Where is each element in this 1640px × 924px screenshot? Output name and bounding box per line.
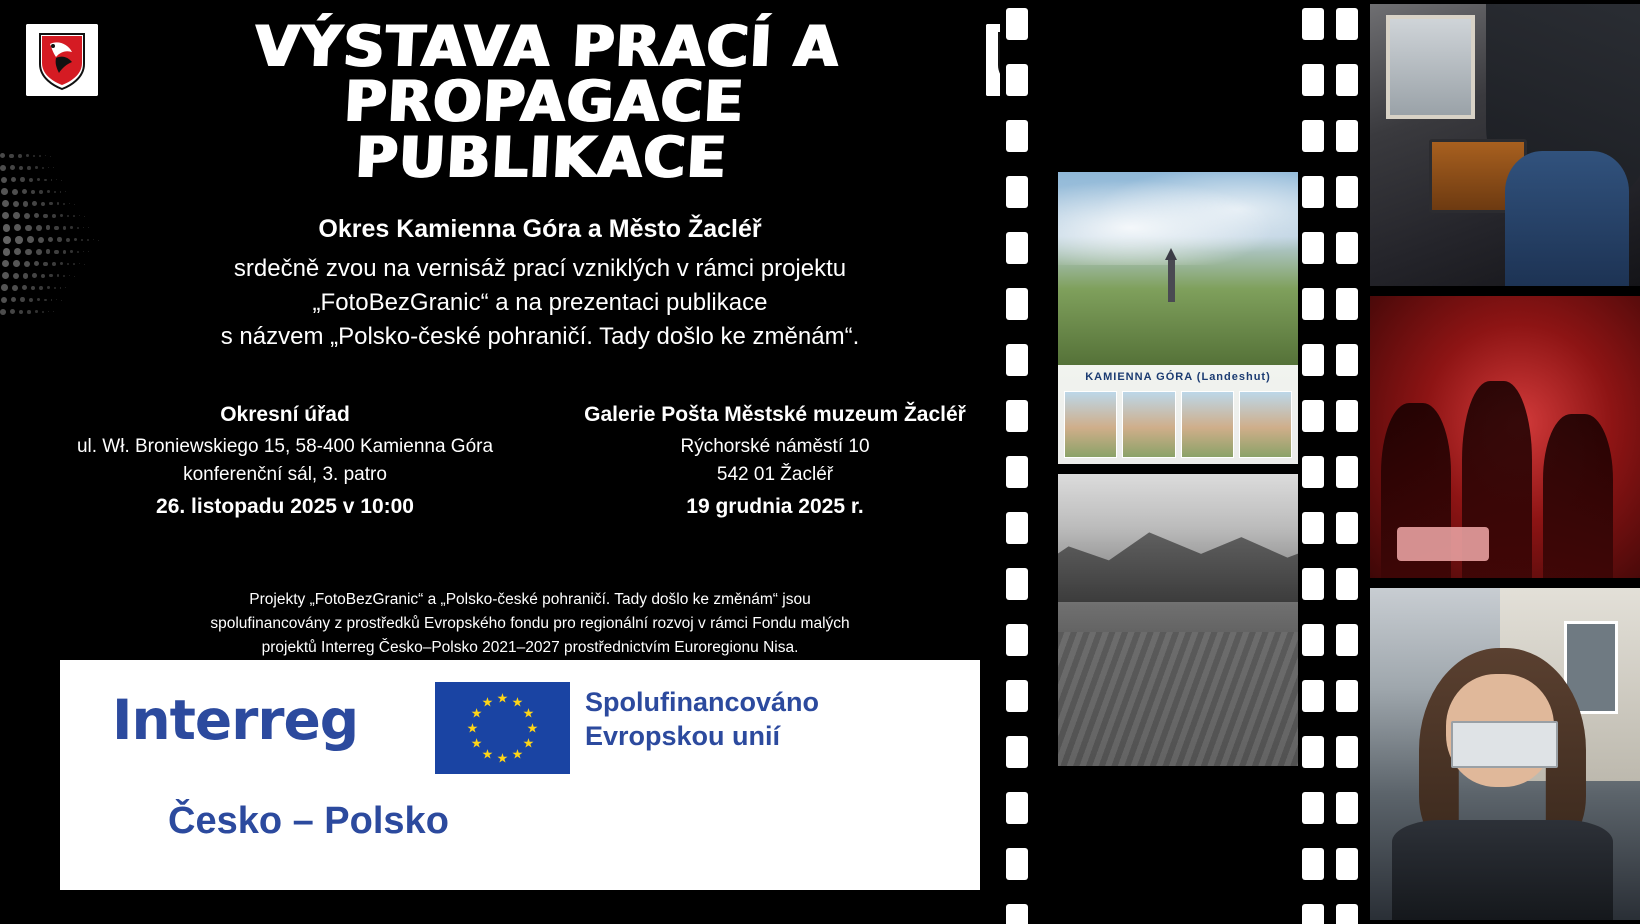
invitation-block (60, 212, 1020, 354)
programme-name: Česko – Polsko (168, 800, 449, 842)
funding-note (80, 588, 980, 660)
filmstrip-perforations-left (1330, 0, 1364, 924)
venue-date: 26. listopadu 2025 v 10:00 (156, 494, 414, 518)
funding-line-2: spolufinancovány z prostředků Evropského fondu pro regionální rozvoj v rámci Fondu malých (210, 615, 850, 633)
filmstrip-right (1330, 0, 1640, 924)
headline-line-2: PUBLIKACE (353, 124, 729, 191)
invitation-line-1: srdečně zvou na vernisáž prací vzniklých v rámci projektu (233, 254, 847, 282)
filmstrip-perforations-left (1000, 0, 1034, 924)
photo-kamienna-gora-panorama (1058, 172, 1298, 464)
photo-child-with-pinhole-camera (1370, 588, 1640, 920)
venue-zacler (530, 400, 1020, 522)
venue-date: 19 grudnia 2025 r. (686, 494, 864, 518)
venue-title: Okresní úřad (220, 403, 350, 426)
venue-kamienna-gora (40, 400, 530, 522)
funding-line-3: projektů Interreg Česko–Polsko 2021–2027 prostřednictvím Euroregionu Nisa. (261, 639, 799, 657)
photo-historic-landscape (1058, 474, 1298, 766)
cofinancing-line-1: Spolufinancováno (585, 687, 820, 717)
invitation-organizers: Okres Kamienna Góra a Město Žacléř (318, 215, 762, 243)
logo-band (60, 660, 980, 890)
cofinancing-line-2: Evropskou unií (585, 720, 781, 751)
invitation-line-3: s názvem „Polsko-české pohraničí. Tady došlo ke změnám“. (220, 322, 860, 350)
venue-address-line-2: konferenční sál, 3. patro (183, 463, 387, 485)
eu-flag-icon: ★ ★ ★ ★ ★ ★ ★ ★ ★ ★ ★ ★ (435, 682, 570, 774)
venue-title: Galerie Pošta Městské muzeum Žacléř (584, 403, 966, 426)
filmstrip-left (1000, 0, 1330, 924)
invitation-line-2: „FotoBezGranic“ a na prezentaci publikace (312, 288, 768, 316)
poster-headline (100, 14, 989, 191)
filmstrip-perforations-right (1296, 0, 1330, 924)
photo-camera-workshop (1370, 4, 1640, 286)
headline-line-1: VÝSTAVA PRACÍ A PROPAGACE (252, 14, 841, 136)
eu-cofinancing-text (585, 686, 819, 754)
photo-town-caption: KAMIENNA GÓRA (Landeshut) (1085, 370, 1271, 383)
funding-line-1: Projekty „FotoBezGranic“ a „Polsko-české pohraničí. Tady došlo ke změnám“ jsou (249, 591, 811, 608)
photo-darkroom-red-light (1370, 296, 1640, 578)
interreg-logo-text: Interreg (112, 688, 359, 752)
venue-address-line-1: Rýchorské náměstí 10 (680, 436, 870, 458)
venue-address-line-1: ul. Wł. Broniewskiego 15, 58-400 Kamienna Góra (76, 436, 494, 458)
kamienna-gora-crest-icon (26, 24, 98, 96)
venue-address-line-2: 542 01 Žacléř (716, 463, 834, 485)
venues-block (40, 400, 1020, 522)
